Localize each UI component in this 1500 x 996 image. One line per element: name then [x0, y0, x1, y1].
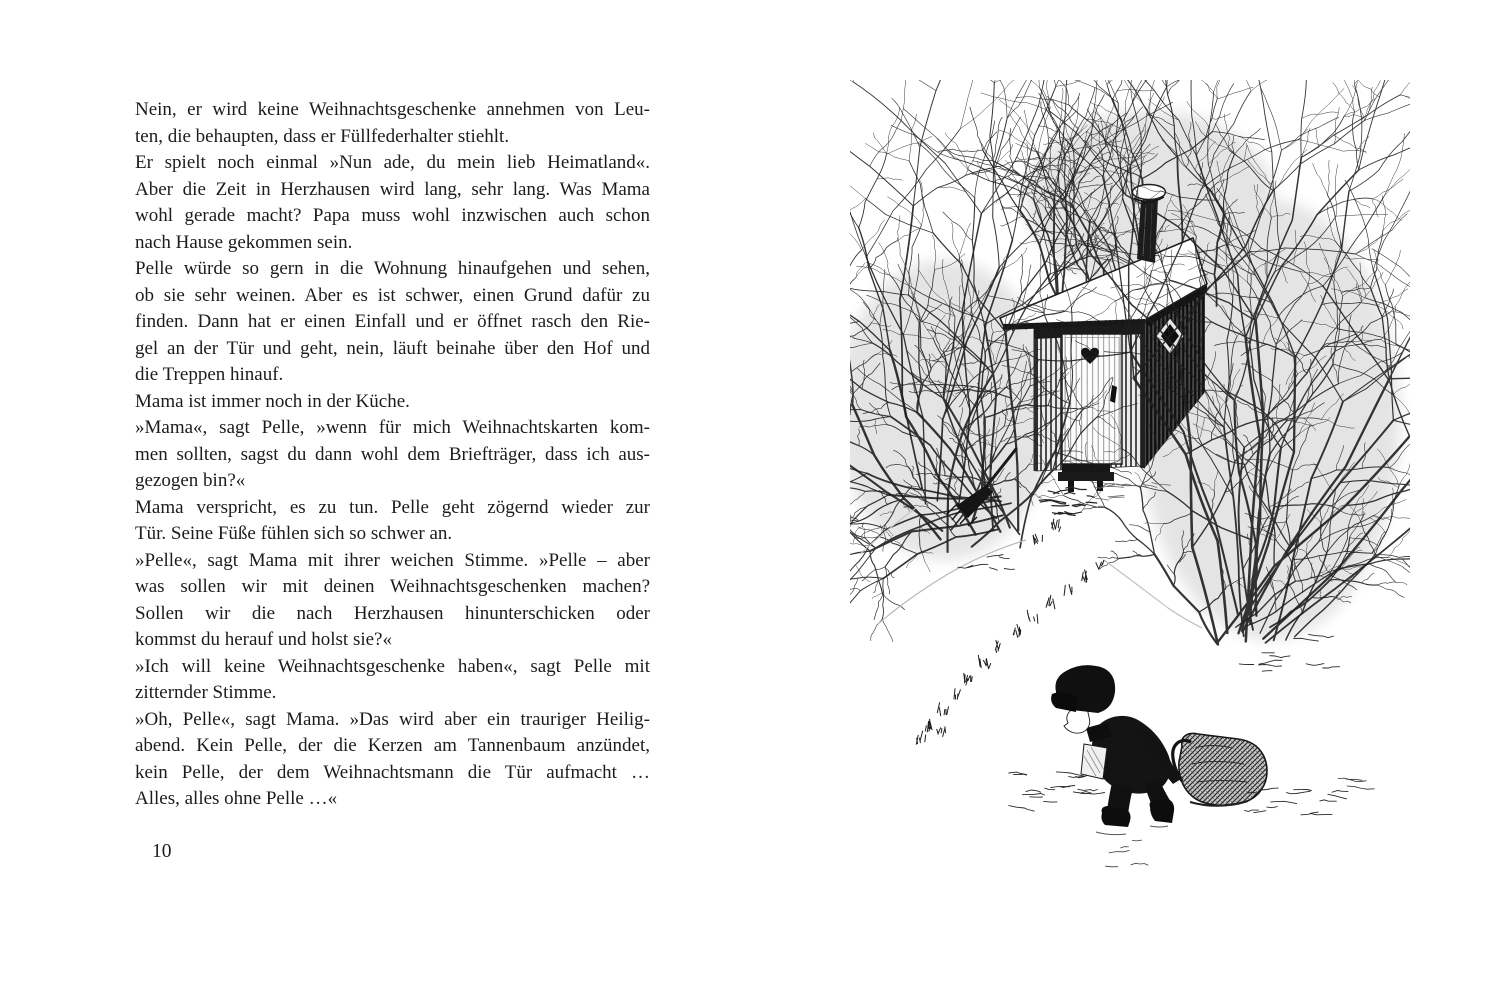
text-line: »Mama«, sagt Pelle, »wenn für mich Weihnachtskarten kom- [135, 417, 650, 438]
text-line: »Ich will keine Weihnachtsgeschenke haben«, sagt Pelle mit [135, 655, 650, 677]
text-line: Mama ist immer noch in der Küche. [135, 390, 410, 412]
text-line: »Pelle«, sagt Mama mit ihrer weichen Stimme. »Pelle – aber [135, 549, 650, 571]
text-line: ob sie sehr weinen. Aber es ist schwer, einen Grund dafür zu [135, 284, 650, 306]
illustration-child-dragging-sack-to-outhouse [850, 80, 1410, 880]
text-line: »Oh, Pelle«, sagt Mama. »Das wird aber ein trauriger Heilig- [135, 708, 650, 730]
text-line: Pelle würde so gern in die Wohnung hinaufgehen und sehen, [135, 258, 650, 279]
sack-body [1179, 734, 1267, 806]
text-line: wohl gerade macht? Papa muss wohl inzwischen auch schon [135, 205, 650, 226]
text-line: was sollen wir mit deinen Weihnachtsgeschenken machen? [135, 576, 650, 597]
text-line: men sollten, sagst du dann wohl dem Briefträger, dass ich aus- [135, 443, 650, 465]
text-line: gezogen bin?« [135, 470, 246, 491]
text-line: Mama verspricht, es zu tun. Pelle geht zögernd wieder zur [135, 496, 650, 518]
text-line: Alles, alles ohne Pelle …« [135, 788, 338, 809]
corner-board-left [1034, 326, 1039, 471]
text-line: gel an der Tür und geht, nein, läuft beinahe über den Hof und [135, 337, 650, 359]
text-line: Tür. Seine Füße fühlen sich so schwer an. [135, 523, 453, 544]
child-boot [1101, 806, 1130, 827]
text-line: kein Pelle, der dem Weihnachtsmann die Tür aufmacht … [135, 761, 650, 783]
text-line: Er spielt noch einmal »Nun ade, du mein lieb Heimatland«. [135, 152, 650, 173]
right-page [850, 80, 1410, 880]
parcel-under-arm [1081, 744, 1107, 779]
text-line: Aber die Zeit in Herzhausen wird lang, sehr lang. Was Mama [135, 178, 650, 200]
text-line: abend. Kein Pelle, der die Kerzen am Tannenbaum anzündet, [135, 735, 650, 756]
text-line: zitternder Stimme. [135, 682, 277, 703]
text-line: nach Hause gekommen sein. [135, 231, 353, 253]
child-shadow [1096, 826, 1168, 835]
child-boot [1150, 799, 1175, 823]
child-cap-brim [1051, 692, 1078, 712]
text-line: kommst du herauf und holst sie?« [135, 629, 392, 650]
page-number: 10 [152, 841, 172, 862]
text-line: Sollen wir die nach Herzhausen hinunterschicken oder [135, 602, 650, 624]
text-line: finden. Dann hat er einen Einfall und er öffnet rasch den Rie- [135, 311, 650, 332]
text-line: ten, die behaupten, dass er Füllfederhalter stiehlt. [135, 125, 510, 147]
dragged-sack [1173, 734, 1267, 806]
text-line: die Treppen hinauf. [135, 364, 284, 385]
body-text [135, 97, 650, 813]
child-dragging-sack [1051, 665, 1181, 834]
text-line: Nein, er wird keine Weihnachtsgeschenke annehmen von Leu- [135, 99, 650, 120]
